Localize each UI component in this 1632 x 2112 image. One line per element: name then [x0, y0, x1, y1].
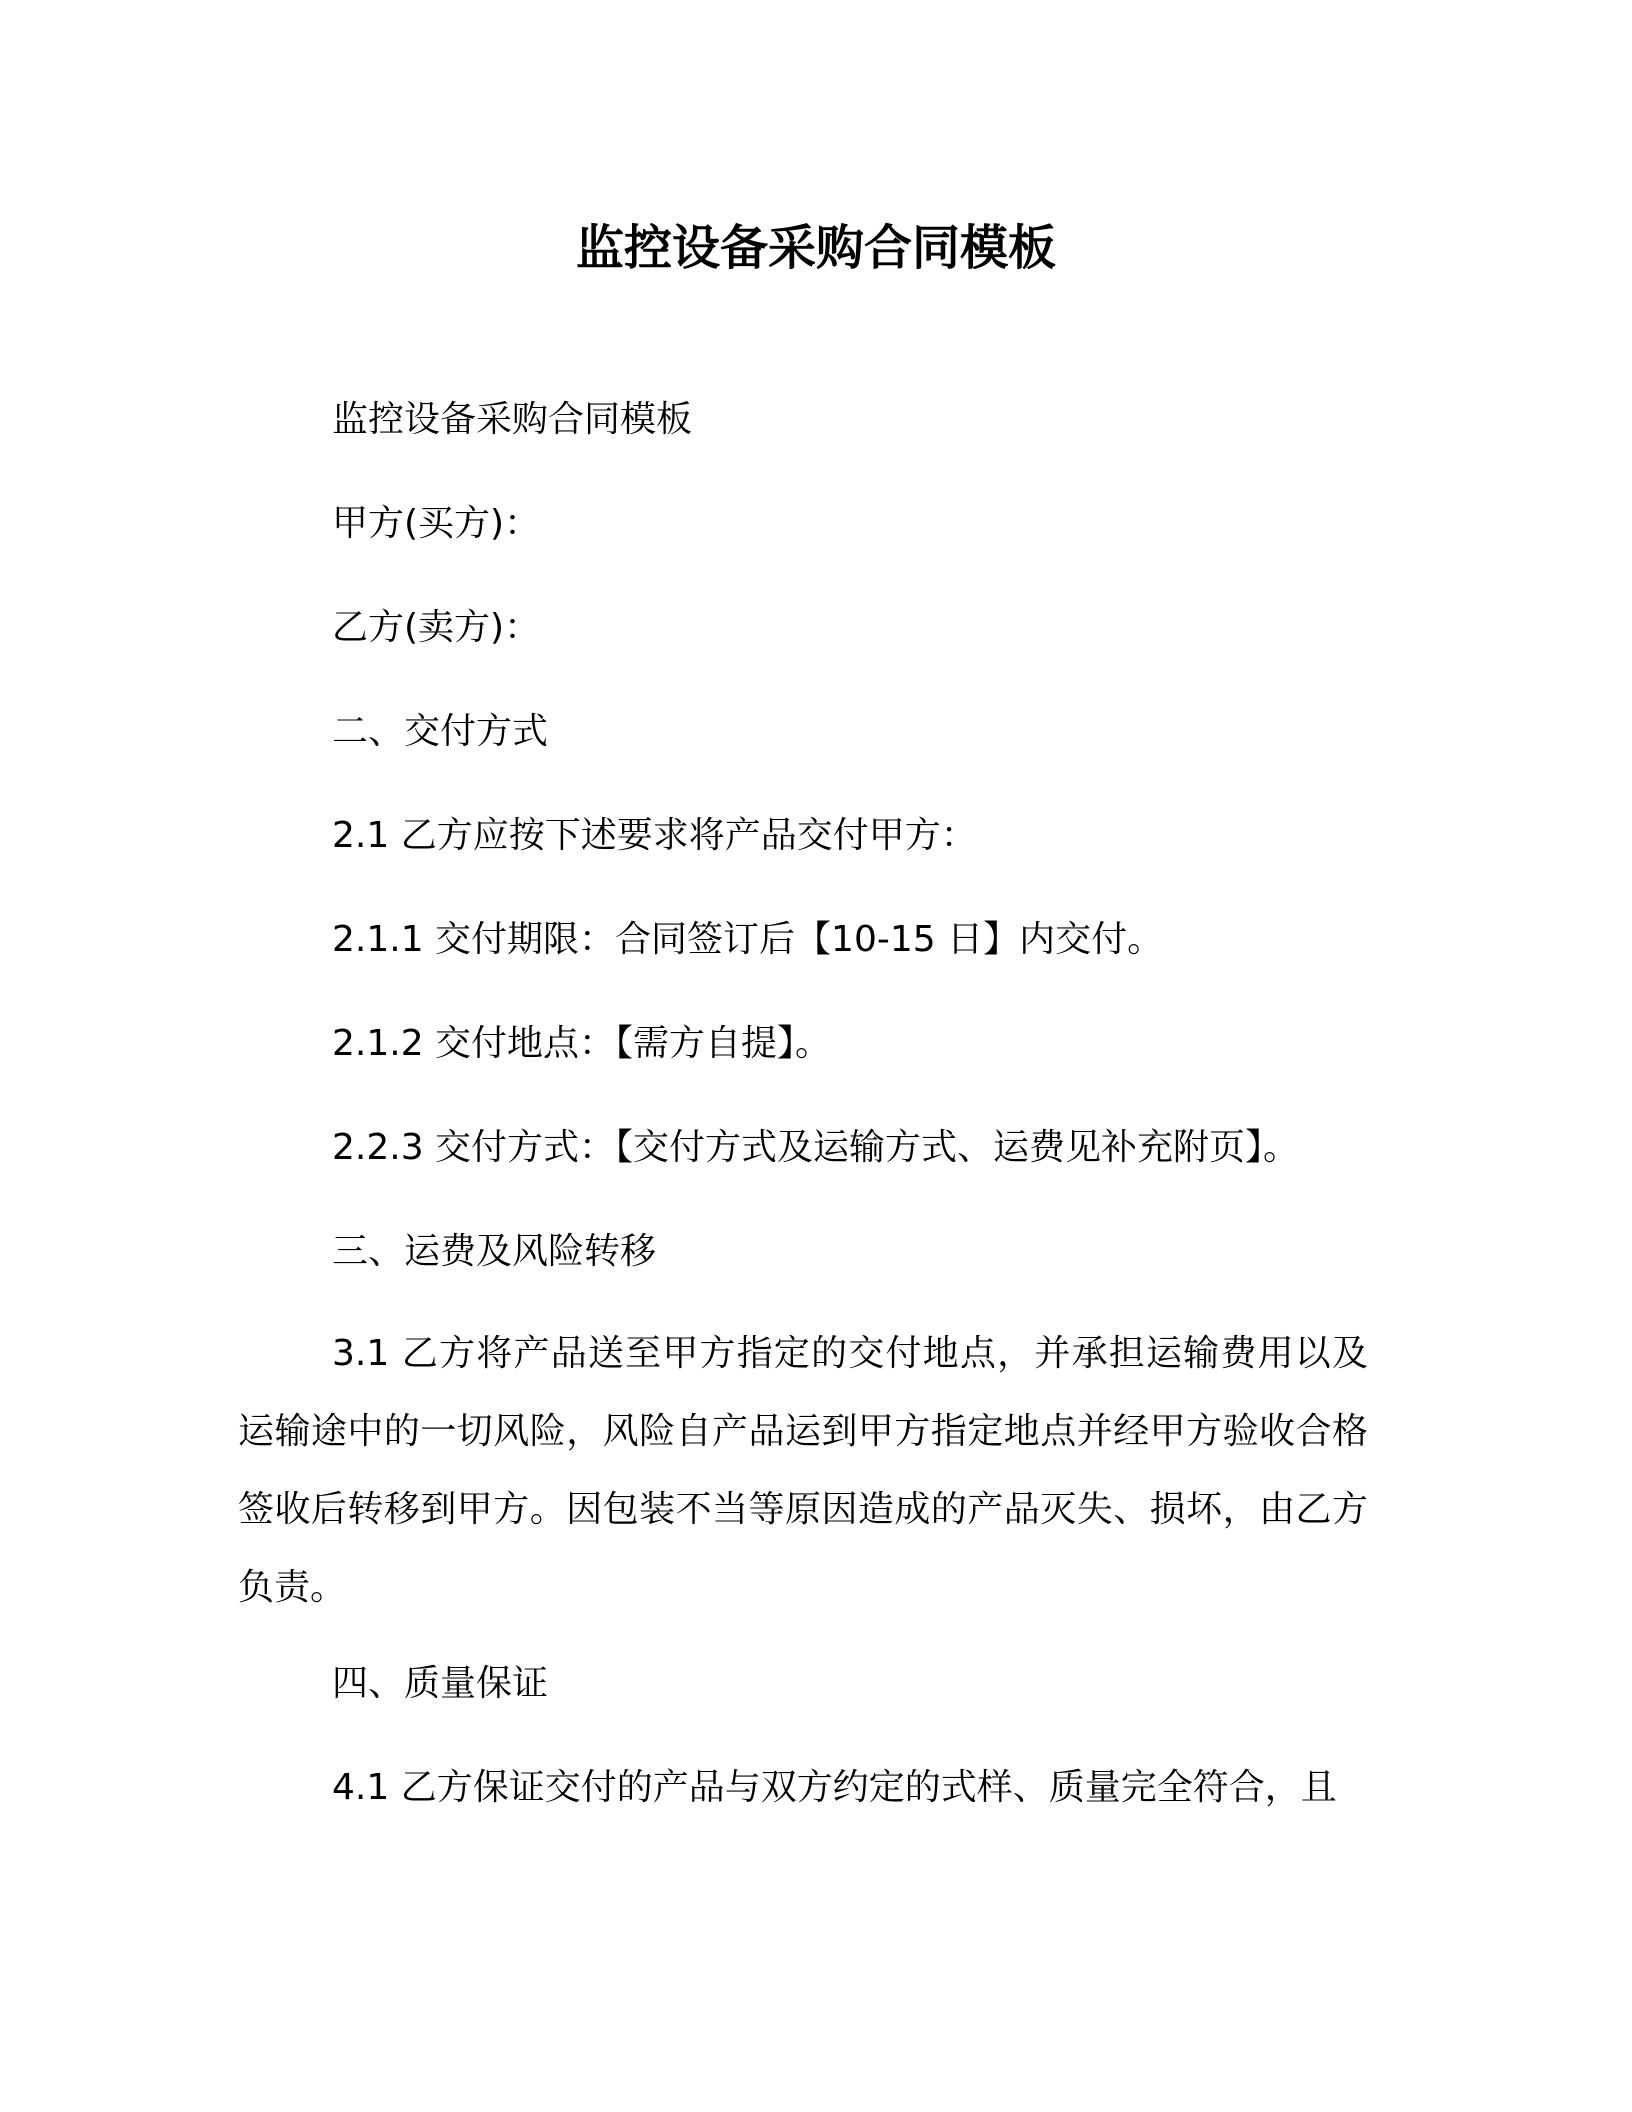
clause-2-2-3: 2.2.3 交付方式：【交付方式及运输方式、运费见补充附页】。 [332, 1127, 1300, 1168]
clause-2-1-1: 2.1.1 交付期限：合同签订后【10-15 日】内交付。 [332, 919, 1164, 960]
section-2-heading: 二、交付方式 [332, 711, 549, 752]
clause-2-1-2: 2.1.2 交付地点：【需方自提】。 [332, 1023, 832, 1064]
document-title: 监控设备采购合同模板 [575, 220, 1056, 276]
doc-subtitle-line: 监控设备采购合同模板 [332, 399, 693, 440]
party-b-line: 乙方(卖方)： [332, 607, 541, 648]
section-4-heading: 四、质量保证 [332, 1663, 549, 1704]
section-3-heading: 三、运费及风险转移 [332, 1231, 657, 1272]
clause-4-1: 4.1 乙方保证交付的产品与双方约定的式样、质量完全符合，且 [332, 1767, 1337, 1808]
clause-2-1: 2.1 乙方应按下述要求将产品交付甲方： [332, 815, 977, 856]
party-a-line: 甲方(买方)： [332, 503, 541, 544]
clause-3-1-paragraph: 3.1 乙方将产品送至甲方指定的交付地点，并承担运输费用以及运输途中的一切风险，风险自产品运到甲方指定地点并经甲方验收合格签收后转移到甲方。因包装不当等原因造成的产品灭失、损坏，由乙方负责。 [238, 1333, 1368, 1608]
